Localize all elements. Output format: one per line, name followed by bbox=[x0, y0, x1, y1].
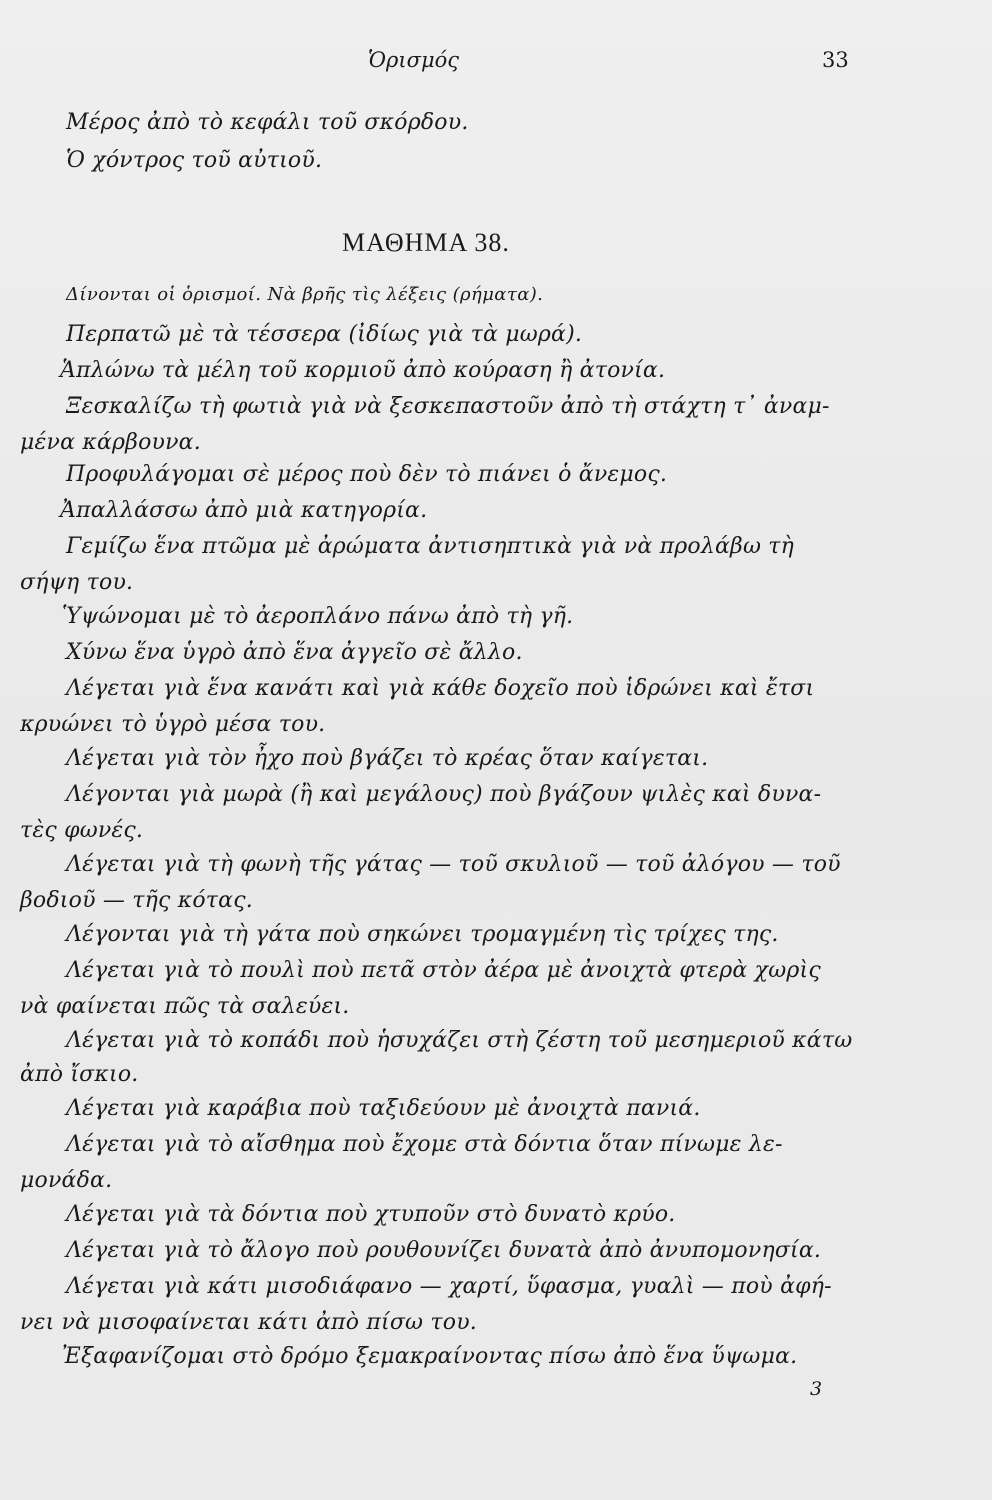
text-line: ἀπὸ ἴσκιο. bbox=[20, 1062, 139, 1087]
text-line: Λέγεται γιὰ καράβια ποὺ ταξιδεύουν μὲ ἀνοιχτὰ πανιά. bbox=[66, 1096, 701, 1121]
text-line: Ἐξαφανίζομαι στὸ δρόμο ξεμακραίνοντας πίσω ἀπὸ ἕνα ὕψωμα. bbox=[62, 1344, 798, 1369]
text-line: μονάδα. bbox=[20, 1168, 113, 1193]
text-line: Λέγεται γιὰ τὸ αἴσθημα ποὺ ἔχομε στὰ δόντια ὅταν πίνωμε λε- bbox=[66, 1132, 783, 1157]
text-line: μένα κάρβουνα. bbox=[20, 430, 201, 455]
lesson-instruction: Δίνονται οἱ ὁρισμοί. Νὰ βρῆς τὶς λέξεις (ρήματα). bbox=[66, 284, 544, 305]
text-line: Λέγεται γιὰ τὸ ἄλογο ποὺ ρουθουνίζει δυνατὰ ἀπὸ ἀνυπομονησία. bbox=[66, 1238, 822, 1263]
text-line: Λέγεται γιὰ κάτι μισοδιάφανο — χαρτί, ὕφασμα, γυαλὶ — ποὺ ἀφή- bbox=[66, 1274, 832, 1299]
text-line: Γεμίζω ἕνα πτῶμα μὲ ἀρώματα ἀντισηπτικὰ γιὰ νὰ προλάβω τὴ bbox=[66, 534, 795, 559]
text-line: Χύνω ἕνα ὑγρὸ ἀπὸ ἕνα ἀγγεῖο σὲ ἄλλο. bbox=[66, 640, 523, 665]
text-line: σήψη του. bbox=[20, 570, 134, 595]
text-line: Ὁ χόντρος τοῦ αὐτιοῦ. bbox=[66, 148, 323, 173]
text-line: νει νὰ μισοφαίνεται κάτι ἀπὸ πίσω του. bbox=[20, 1310, 477, 1335]
text-line: Ξεσκαλίζω τὴ φωτιὰ γιὰ νὰ ξεσκεπαστοῦν ἀπὸ τὴ στάχτη τ᾿ ἀναμ- bbox=[66, 394, 830, 419]
text-line: Ἀπαλλάσσω ἀπὸ μιὰ κατηγορία. bbox=[60, 498, 428, 523]
lesson-title: ΜΑΘΗΜΑ 38. bbox=[342, 228, 510, 257]
text-line: κρυώνει τὸ ὑγρὸ μέσα του. bbox=[20, 712, 326, 737]
text-line: Ὑψώνομαι μὲ τὸ ἀεροπλάνο πάνω ἀπὸ τὴ γῆ. bbox=[62, 604, 574, 629]
text-line: Λέγονται γιὰ μωρὰ (ἢ καὶ μεγάλους) ποὺ βγάζουν ψιλὲς καὶ δυνα- bbox=[66, 782, 822, 807]
page-header bbox=[0, 48, 992, 78]
text-line: Μέρος ἀπὸ τὸ κεφάλι τοῦ σκόρδου. bbox=[66, 110, 469, 135]
text-line: Λέγεται γιὰ τὸ πουλὶ ποὺ πετᾶ στὸν ἀέρα μὲ ἀνοιχτὰ φτερὰ χωρὶς bbox=[66, 958, 821, 983]
text-line: Προφυλάγομαι σὲ μέρος ποὺ δὲν τὸ πιάνει ὁ ἄνεμος. bbox=[66, 462, 668, 487]
text-line: Λέγεται γιὰ τὸν ἦχο ποὺ βγάζει τὸ κρέας ὅταν καίγεται. bbox=[66, 746, 709, 771]
text-line: Λέγεται γιὰ τὴ φωνὴ τῆς γάτας — τοῦ σκυλιοῦ — τοῦ ἀλόγου — τοῦ bbox=[66, 852, 841, 877]
page-number: 33 bbox=[822, 48, 849, 72]
text-line: Λέγεται γιὰ ἕνα κανάτι καὶ γιὰ κάθε δοχεῖο ποὺ ἱδρώνει καὶ ἔτσι bbox=[66, 676, 815, 701]
signature-mark: 3 bbox=[810, 1378, 823, 1400]
text-line: Λέγεται γιὰ τὸ κοπάδι ποὺ ἡσυχάζει στὴ ζέστη τοῦ μεσημεριοῦ κάτω bbox=[66, 1028, 853, 1053]
text-line: τὲς φωνές. bbox=[20, 818, 144, 843]
text-line: βοδιοῦ — τῆς κότας. bbox=[20, 888, 253, 913]
text-line: Ἁπλώνω τὰ μέλη τοῦ κορμιοῦ ἀπὸ κούραση ἢ ἀτονία. bbox=[60, 358, 666, 383]
text-line: νὰ φαίνεται πῶς τὰ σαλεύει. bbox=[20, 994, 350, 1019]
text-line: Λέγεται γιὰ τὰ δόντια ποὺ χτυποῦν στὸ δυνατὸ κρύο. bbox=[66, 1202, 676, 1227]
running-title: Ὁρισμός bbox=[368, 48, 460, 72]
text-line: Λέγονται γιὰ τὴ γάτα ποὺ σηκώνει τρομαγμένη τὶς τρίχες της. bbox=[66, 922, 779, 947]
text-line: Περπατῶ μὲ τὰ τέσσερα (ἰδίως γιὰ τὰ μωρά). bbox=[66, 322, 583, 347]
